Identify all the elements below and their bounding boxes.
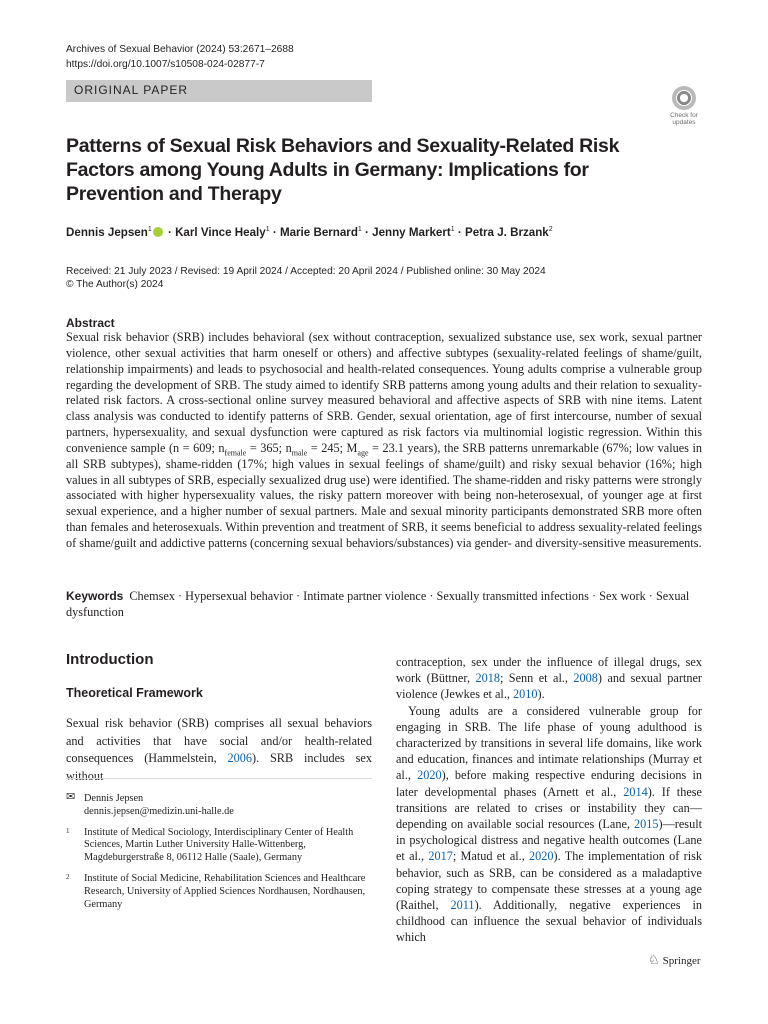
citation-link[interactable]: 2018 xyxy=(475,671,500,686)
author[interactable] xyxy=(280,226,362,239)
citation-link[interactable]: 2006 xyxy=(227,751,252,765)
paper-title: Patterns of Sexual Risk Behaviors and Sexuality-Related Risk Factors among Young Adults in Germany: Implications for Prevention and Therapy xyxy=(66,135,620,205)
author-list xyxy=(66,226,553,239)
affiliation-1 xyxy=(66,827,372,865)
journal-header xyxy=(66,42,294,72)
publication-dates xyxy=(66,265,546,291)
author[interactable] xyxy=(175,226,270,239)
citation-link[interactable]: 2017 xyxy=(428,849,453,864)
author-affiliation-number: 2 xyxy=(548,226,553,234)
introduction-heading: Introduction xyxy=(66,651,154,668)
envelope-icon: ✉ xyxy=(66,791,76,803)
article-type-bar xyxy=(66,80,372,102)
citation-link[interactable]: 2010 xyxy=(513,687,538,702)
citation-link[interactable]: 2014 xyxy=(623,784,648,799)
author-separator: · xyxy=(361,226,373,239)
citation-link[interactable]: 2008 xyxy=(573,671,598,686)
author-name: Karl Vince Healy xyxy=(175,226,266,239)
corresponding-author xyxy=(66,793,372,819)
affiliation-number: 1 xyxy=(66,826,70,835)
publisher-logo xyxy=(648,952,701,968)
author-name: Petra J. Brzank xyxy=(464,226,549,239)
intro-paragraph-left: Sexual risk behavior (SRB) comprises all sexual behaviors and activities that have social and/or health-related consequences (Hammelstein, 2006). SRB includes sex without xyxy=(66,716,372,783)
springer-horse-icon: ♘ xyxy=(648,952,660,967)
author[interactable] xyxy=(372,226,455,239)
abstract-text: Sexual risk behavior (SRB) includes behavioral (sex without contraception, sexualized substance use, sex work, sexual partner violence, other sexual activities that harm oneself or others) and affective subtypes (sexuality-related feelings of shame/guilt, relationship impairments) and leads to psychosocial and health-related consequences. Young adults comprise a vulnerable group regarding the development of SRB. The study aimed to identify SRB patterns among young adults and their relation to sexuality-related risk factors. A cross-sectional online survey measured behavioral and affective aspects of SRB with nine items. Latent class analysis was conducted to identify patterns of SRB. Gender, sexual orientation, age of first intercourse, number of sexual partners, hypersexuality, and sexual dysfunction were captured as risk factors via multinomial logistic regression. Within this convenience sample (n = 609; $n_{female} = 365$; $n_{male} = 245$; $M_{age} = 23.1$ years), the SRB patterns unremarkable (67%; low values in all SRB subtypes), shame-ridden (17%; high values in sexual feelings of shame/guilt) and risky sexual behavior (16%; high values in all subtypes of SRB, especially sexualized drug use) were identified. The shame-ridden and risky patterns were strongly associated with higher hypersexuality values, the risky pattern moreover with being non-heterosexual, of younger age at first sexual experience, and a higher number of sexual partners. Male and sexual minority participants demonstrated SRB more often than females and heterosexuals. Within prevention and treatment of SRB, it seems beneficial to address sexuality-related feelings of shame/guilt and addictive patterns (concerning sexual behaviors/substances) via gender- and diversity-sensitive measurements. xyxy=(66,330,702,550)
affiliation-text: Institute of Medical Sociology, Interdisciplinary Center of Health Sciences, Martin Luther University Halle-Wittenberg, Magdeburgerstraße 8, 06112 Halle (Saale), Germany xyxy=(84,826,354,864)
copyright-line: © The Author(s) 2024 xyxy=(66,279,164,290)
author[interactable] xyxy=(465,226,553,239)
orcid-icon[interactable] xyxy=(153,227,163,237)
author-separator: · xyxy=(164,226,176,239)
author-name: Dennis Jepsen xyxy=(66,226,148,239)
citation-link[interactable]: 2020 xyxy=(529,849,554,864)
intro-right-column xyxy=(396,654,702,946)
footnote-divider xyxy=(66,778,372,779)
intro-paragraph-continued: contraception, sex under the influence of illegal drugs, sex work (Büttner, 2018; Senn et al., 2008) and sexual partner violence (Jewkes et al., 2010). xyxy=(396,655,702,702)
author-name: Marie Bernard xyxy=(279,226,358,239)
check-for-updates-badge[interactable] xyxy=(664,86,704,126)
keywords-heading: Keywords xyxy=(66,589,124,603)
intro-paragraph-young-adults: Young adults are a considered vulnerable group for engaging in SRB. The life phase of young adulthood is characterized by transitions in several life domains, like work and education, finances and intimate relationships (Murray et al., 2020), before making respective enduring decisions in later developmental phases (Arnett et al., 2014). If these transitions are related to crises or instability they can—depending on available social resources (Lane, 2015)—result in psychological distress and negative health outcomes (Lane et al., 2017; Matud et al., 2020). The implementation of risk behavior, such as SRB, can be considered as a maladaptive coping strategy to compensate these stresses at a young age (Raithel, 2011). Additionally, negative experiences in childhood can influence the sexual behavior of individuals which xyxy=(396,703,702,945)
affiliation-number: 2 xyxy=(66,872,70,881)
keywords xyxy=(66,588,702,620)
citation-link[interactable]: 2015 xyxy=(633,817,659,832)
doi-link[interactable]: https://doi.org/10.1007/s10508-024-02877-7 xyxy=(66,59,265,70)
author-affiliation-number: 1 xyxy=(357,226,362,234)
citation-link[interactable]: 2011 xyxy=(450,898,475,913)
journal-citation: Archives of Sexual Behavior (2024) 53:2671–2688 xyxy=(66,44,294,55)
author[interactable] xyxy=(66,226,165,239)
publisher-name: Springer xyxy=(662,955,701,967)
theoretical-framework-heading: Theoretical Framework xyxy=(66,686,203,700)
history-dates: Received: 21 July 2023 / Revised: 19 April 2024 / Accepted: 20 April 2024 / Published online: 30 May 2024 xyxy=(66,266,546,277)
author-name: Jenny Markert xyxy=(372,226,451,239)
affiliation-2 xyxy=(66,873,372,911)
author-affiliation-number: 1 xyxy=(450,226,455,234)
corresponding-author-email[interactable]: dennis.jepsen@medizin.uni-halle.de xyxy=(84,805,234,817)
author-separator: · xyxy=(269,226,280,239)
affiliation-text: Institute of Social Medicine, Rehabilitation Sciences and Healthcare Research, University of Applied Sciences Nordhausen, Nordhausen, Germany xyxy=(84,872,366,910)
abstract-heading: Abstract xyxy=(66,316,115,330)
author-separator: · xyxy=(454,226,465,239)
citation-link[interactable]: 2020 xyxy=(417,768,442,783)
keywords-list: Chemsex · Hypersexual behavior · Intimate partner violence · Sexually transmitted infections · Sex work · Sexual dysfunction xyxy=(66,589,690,619)
check-for-updates-icon xyxy=(672,86,696,110)
article-type-label: ORIGINAL PAPER xyxy=(74,83,189,97)
author-affiliation-number: 1 xyxy=(147,226,152,234)
corresponding-author-name: Dennis Jepsen xyxy=(84,793,144,804)
check-for-updates-label: Check for updates xyxy=(670,112,698,126)
author-affiliation-number: 1 xyxy=(265,226,270,234)
footnotes xyxy=(66,793,372,919)
